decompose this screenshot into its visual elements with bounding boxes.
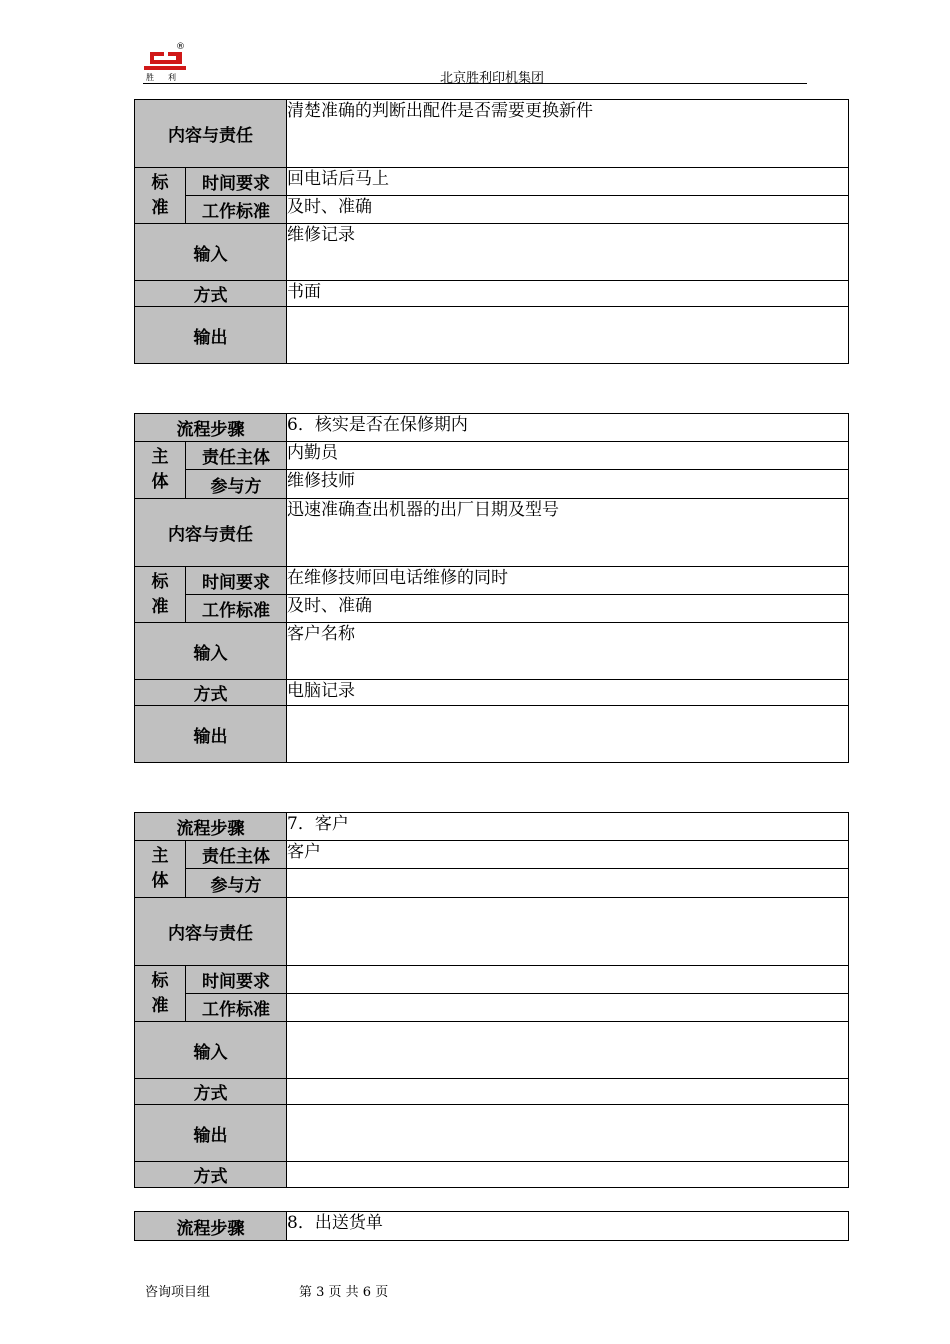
content-responsibility-label: 内容与责任	[135, 898, 287, 966]
work-standard-value	[287, 994, 849, 1022]
time-requirement-label: 时间要求	[186, 567, 287, 595]
time-requirement-value: 回电话后马上	[287, 168, 849, 196]
participant-label: 参与方	[186, 869, 287, 898]
output-value	[287, 706, 849, 763]
process-step-label: 流程步骤	[135, 1212, 287, 1241]
method-value: 书面	[287, 281, 849, 307]
work-standard-value: 及时、准确	[287, 595, 849, 623]
participant-value	[287, 869, 849, 898]
form-table-1	[134, 99, 849, 364]
process-step-label: 流程步骤	[135, 813, 287, 841]
work-standard-value: 及时、准确	[287, 196, 849, 224]
subject-label: 主 体	[135, 841, 186, 898]
content-responsibility-value	[287, 898, 849, 966]
output-value	[287, 307, 849, 364]
method-value	[287, 1162, 849, 1188]
content-responsibility-value: 迅速准确查出机器的出厂日期及型号	[287, 499, 849, 567]
company-name: 北京胜利印机集团	[440, 71, 545, 86]
process-step-value: 6．核实是否在保修期内	[287, 414, 849, 442]
method-value	[287, 1079, 849, 1105]
time-requirement-label: 时间要求	[186, 966, 287, 994]
standard-label: 标 准	[135, 168, 186, 224]
input-label: 输入	[135, 1022, 287, 1079]
input-label: 输入	[135, 623, 287, 680]
output-label: 输出	[135, 706, 287, 763]
work-standard-label: 工作标准	[186, 196, 287, 224]
time-requirement-value: 在维修技师回电话维修的同时	[287, 567, 849, 595]
footer-department: 咨询项目组	[145, 1285, 211, 1300]
subject-label: 主 体	[135, 442, 186, 499]
method-value: 电脑记录	[287, 680, 849, 706]
participant-label: 参与方	[186, 470, 287, 499]
footer-page-number: 第 3 页 共 6 页	[299, 1285, 389, 1300]
time-requirement-value	[287, 966, 849, 994]
work-standard-label: 工作标准	[186, 595, 287, 623]
form-table-4	[134, 1211, 849, 1241]
input-label: 输入	[135, 224, 287, 281]
output-label: 输出	[135, 1105, 287, 1162]
process-step-value: 7．客户	[287, 813, 849, 841]
input-value: 客户名称	[287, 623, 849, 680]
output-label: 输出	[135, 307, 287, 364]
content-responsibility-value: 清楚准确的判断出配件是否需要更换新件	[287, 100, 849, 168]
content-responsibility-label: 内容与责任	[135, 499, 287, 567]
header-rule	[143, 83, 807, 84]
responsible-subject-label: 责任主体	[186, 442, 287, 470]
responsible-subject-label: 责任主体	[186, 841, 287, 869]
standard-label: 标 准	[135, 966, 186, 1022]
participant-value: 维修技师	[287, 470, 849, 499]
logo-text: 胜利	[146, 73, 190, 82]
form-table-2	[134, 413, 849, 763]
content-responsibility-label: 内容与责任	[135, 100, 287, 168]
form-table-3	[134, 812, 849, 1188]
work-standard-label: 工作标准	[186, 994, 287, 1022]
method-label: 方式	[135, 281, 287, 307]
responsible-subject-value: 内勤员	[287, 442, 849, 470]
responsible-subject-value: 客户	[287, 841, 849, 869]
process-step-value: 8．出送货单	[287, 1212, 849, 1241]
input-value: 维修记录	[287, 224, 849, 281]
output-value	[287, 1105, 849, 1162]
standard-label: 标 准	[135, 567, 186, 623]
process-step-label: 流程步骤	[135, 414, 287, 442]
method-label: 方式	[135, 1162, 287, 1188]
method-label: 方式	[135, 680, 287, 706]
method-label: 方式	[135, 1079, 287, 1105]
registered-mark: ®	[176, 42, 185, 52]
input-value	[287, 1022, 849, 1079]
time-requirement-label: 时间要求	[186, 168, 287, 196]
